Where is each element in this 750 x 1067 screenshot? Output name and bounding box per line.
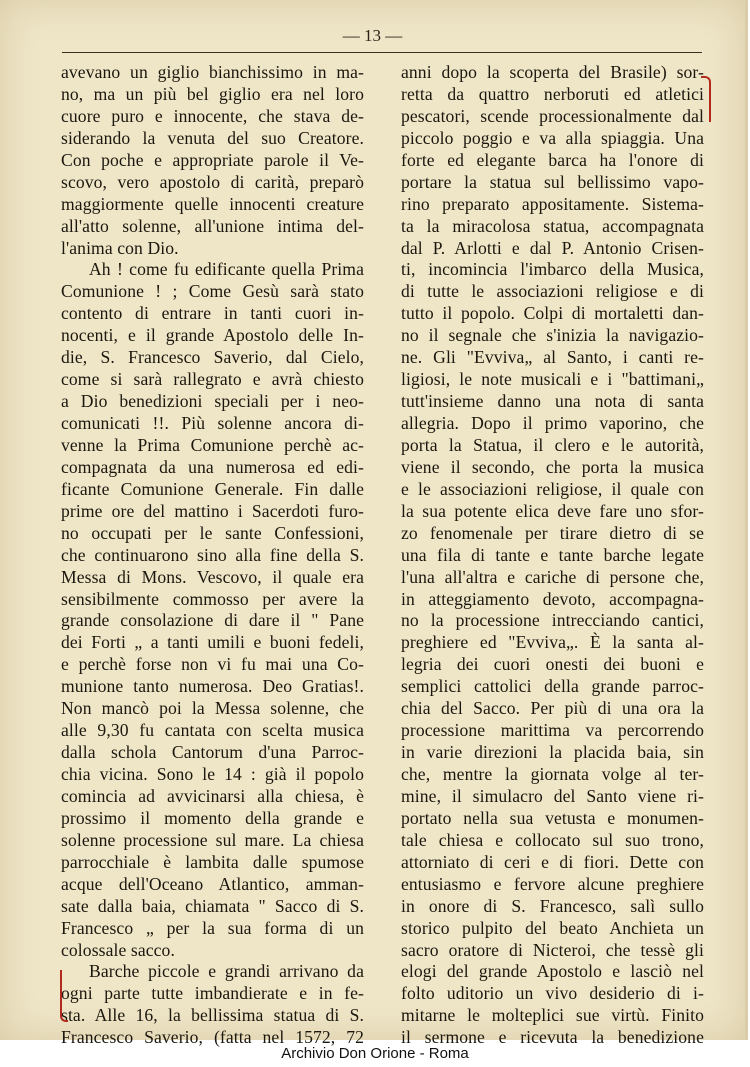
- text-line: tutto il popolo. Colpi di mortaletti dan-: [401, 303, 704, 324]
- text-line: retta da quattro nerboruti ed atletici: [401, 83, 704, 104]
- text-line: Barche piccole e grandi arrivano da: [89, 961, 364, 982]
- archive-footer: Archivio Don Orione - Roma: [281, 1045, 469, 1062]
- text-line: preghiere ed "Evviva„. È la santa al-: [401, 632, 704, 653]
- text-line: mitarne le molteplici sue virtù. Finito: [401, 1005, 704, 1026]
- text-line: viene il secondo, che porta la musica: [401, 456, 704, 477]
- text-line: comincia ad avvicinarsi alla chiesa, è: [61, 785, 364, 806]
- text-line: compagnata da una numerosa ed edi-: [61, 456, 364, 477]
- text-line: venne la Prima Comunione perchè ac-: [61, 434, 364, 455]
- text-line: avevano un giglio bianchissimo in ma-: [61, 62, 364, 82]
- text-line: dalla schola Cantorum d'una Parroc-: [61, 742, 364, 763]
- text-line: cuore puro e innocente, che stava de-: [61, 105, 364, 126]
- text-line: che, mentre la giornata volge al ter-: [401, 764, 704, 784]
- text-line: di tutte le associazioni religiose e di: [401, 281, 704, 302]
- text-line: allegria. Dopo il primo vaporino, che: [401, 413, 704, 433]
- text-line: ta la miracolosa statua, accompagnata: [401, 215, 704, 236]
- text-line: sate dalla baia, chiamata " Sacco di S.: [61, 895, 364, 916]
- text-line: sacro oratore di Nicteroi, che tessè gli: [401, 939, 704, 960]
- text-line: legria dei cuori onesti dei buoni e: [401, 654, 704, 675]
- text-line: solenne processione sul mare. La chiesa: [61, 829, 364, 850]
- text-line: grande consolazione di dare il " Pane: [61, 610, 364, 631]
- text-line: entusiasmo e fervore alcune preghiere: [401, 873, 704, 894]
- text-line: no, ma un più bel giglio era nel loro: [61, 83, 364, 104]
- text-line: piccolo poggio e va alla spiaggia. Una: [401, 127, 704, 148]
- text-line: ficante Comunione Generale. Fin dalle: [61, 478, 364, 499]
- text-line: ogni parte tutte imbandierate e in fe-: [61, 983, 364, 1004]
- page-number: — 13 —: [342, 26, 403, 45]
- text-line: che continuarono sino alla fine della S.: [61, 544, 364, 565]
- text-line: prime ore del mattino i Sacerdoti furo-: [61, 500, 364, 521]
- text-line: acque dell'Oceano Atlantico, amman-: [61, 873, 364, 894]
- text-line: no la processione intrecciando cantici,: [401, 610, 704, 631]
- text-line: porta la Statua, il clero e le autorità,: [401, 434, 704, 455]
- text-line: contento di entrare in tanti cuori in-: [61, 303, 364, 324]
- text-line: comunicati !!. Più solenne ancora di-: [61, 413, 364, 433]
- text-line: ti, incomincia l'imbarco della Musica,: [401, 259, 704, 280]
- text-line: siderando la venuta del suo Creatore.: [61, 127, 364, 148]
- text-line: all'atto solenne, all'unione intima del-: [61, 215, 364, 236]
- text-line: processione marittima va percorrendo: [401, 720, 704, 741]
- text-line: ne. Gli "Evviva„ al Santo, i canti re-: [401, 347, 704, 368]
- left-text-column: [61, 62, 364, 1049]
- text-line: sensibilmente commosso per avere la: [61, 588, 364, 609]
- text-line: semplici cattolici della grande parroc-: [401, 676, 704, 697]
- text-line: portare la statua sul bellissimo vapo-: [401, 171, 704, 192]
- text-line: una fila di tante e tante barche legate: [401, 544, 704, 565]
- text-line: Comunione ! ; Come Gesù sarà stato: [61, 281, 364, 302]
- text-line: forte ed elegante barca ha l'onore di: [401, 149, 704, 170]
- text-line: munione tanto numerosa. Deo Gratias!.: [61, 676, 364, 697]
- text-line: Non mancò poi la Messa solenne, che: [61, 698, 364, 719]
- text-line: e perchè forse non vi fu mai una Co-: [61, 654, 364, 675]
- text-line: scovo, vero apostolo di carità, preparò: [61, 171, 364, 192]
- text-line: Francesco „ per la sua forma di un: [61, 917, 364, 938]
- text-line: ligiosi, le note musicali e i "battimani„: [401, 369, 704, 390]
- text-line: maggiormente quelle innocenti creature: [61, 193, 364, 214]
- text-line: mine, il simulacro del Santo viene ri-: [401, 785, 704, 806]
- text-line: dei Forti „ a tanti umili e buoni fedeli,: [61, 632, 364, 653]
- text-line: rino preparato appositamente. Sistema-: [401, 193, 704, 214]
- text-line: Messa di Mons. Vescovo, il quale era: [61, 566, 364, 587]
- text-line: prossimo il momento della grande e: [61, 807, 364, 828]
- text-line: sta. Alle 16, la bellissima statua di S.: [61, 1005, 364, 1026]
- text-line: anni dopo la scoperta del Brasile) sor-: [401, 62, 704, 82]
- text-line: pescatori, scende processionalmente dal: [401, 105, 704, 126]
- text-line: storico pulpito del beato Anchieta un: [401, 917, 704, 938]
- margin-annotation-mark: [701, 76, 711, 122]
- text-line: folto uditorio un vivo desiderio di i-: [401, 983, 704, 1004]
- text-line: zo fenomenale per tirare dietro di se: [401, 522, 704, 543]
- header-rule: [62, 52, 702, 53]
- text-line: in onore di S. Francesco, salì sullo: [401, 895, 704, 916]
- text-line: alle 9,30 fu cantata con scelta musica: [61, 720, 364, 741]
- text-line: l'una all'altra e cariche di persone che,: [401, 566, 704, 587]
- text-line: die, S. Francesco Saverio, dal Cielo,: [61, 347, 364, 368]
- text-line: attorniato di ceri e di fiori. Dette con: [401, 851, 704, 872]
- text-line: la sua potente elica deve fare uno sfor-: [401, 500, 704, 521]
- text-line: no occupati per le sante Confessioni,: [61, 522, 364, 543]
- text-line: in varie direzioni la placida baia, sin: [401, 742, 704, 763]
- text-line: il sermone e ricevuta la benedizione: [401, 1027, 704, 1048]
- text-line: portato nella sua vetusta e monumen-: [401, 807, 704, 828]
- text-line: parrocchiale è lambita dalle spumose: [61, 851, 364, 872]
- margin-annotation-mark: [60, 970, 68, 1022]
- text-line: chia vicina. Sono le 14 : già il popolo: [61, 764, 364, 784]
- text-line: e le associazioni religiose, il quale con: [401, 478, 704, 499]
- text-line: come si sarà rallegrato e avrà chiesto: [61, 369, 364, 390]
- text-line: tutt'insieme danno una nota di santa: [401, 391, 704, 412]
- text-line: tale chiesa e collocato sul suo trono,: [401, 829, 704, 850]
- text-line: colossale sacco.: [61, 939, 175, 960]
- text-line: dal P. Arlotti e dal P. Antonio Crisen-: [401, 237, 704, 258]
- text-line: no il segnale che s'inizia la navigazio-: [401, 325, 704, 346]
- text-line: Ah ! come fu edificante quella Prima: [89, 259, 364, 280]
- text-line: chia del Sacco. Per più di una ora la: [401, 698, 704, 719]
- text-line: in atteggiamento devoto, accompagna-: [401, 588, 704, 609]
- text-line: nocenti, e il grande Apostolo delle In-: [61, 325, 364, 346]
- text-line: Con poche e appropriate parole il Ve-: [61, 149, 364, 170]
- right-text-column: [401, 62, 704, 1049]
- text-line: l'anima con Dio.: [61, 237, 179, 258]
- text-line: elogi del grande Apostolo e lasciò nel: [401, 961, 704, 982]
- text-line: a Dio benedizioni speciali per i neo-: [61, 391, 364, 412]
- text-line: Francesco Saverio, (fatta nel 1572, 72: [61, 1027, 364, 1048]
